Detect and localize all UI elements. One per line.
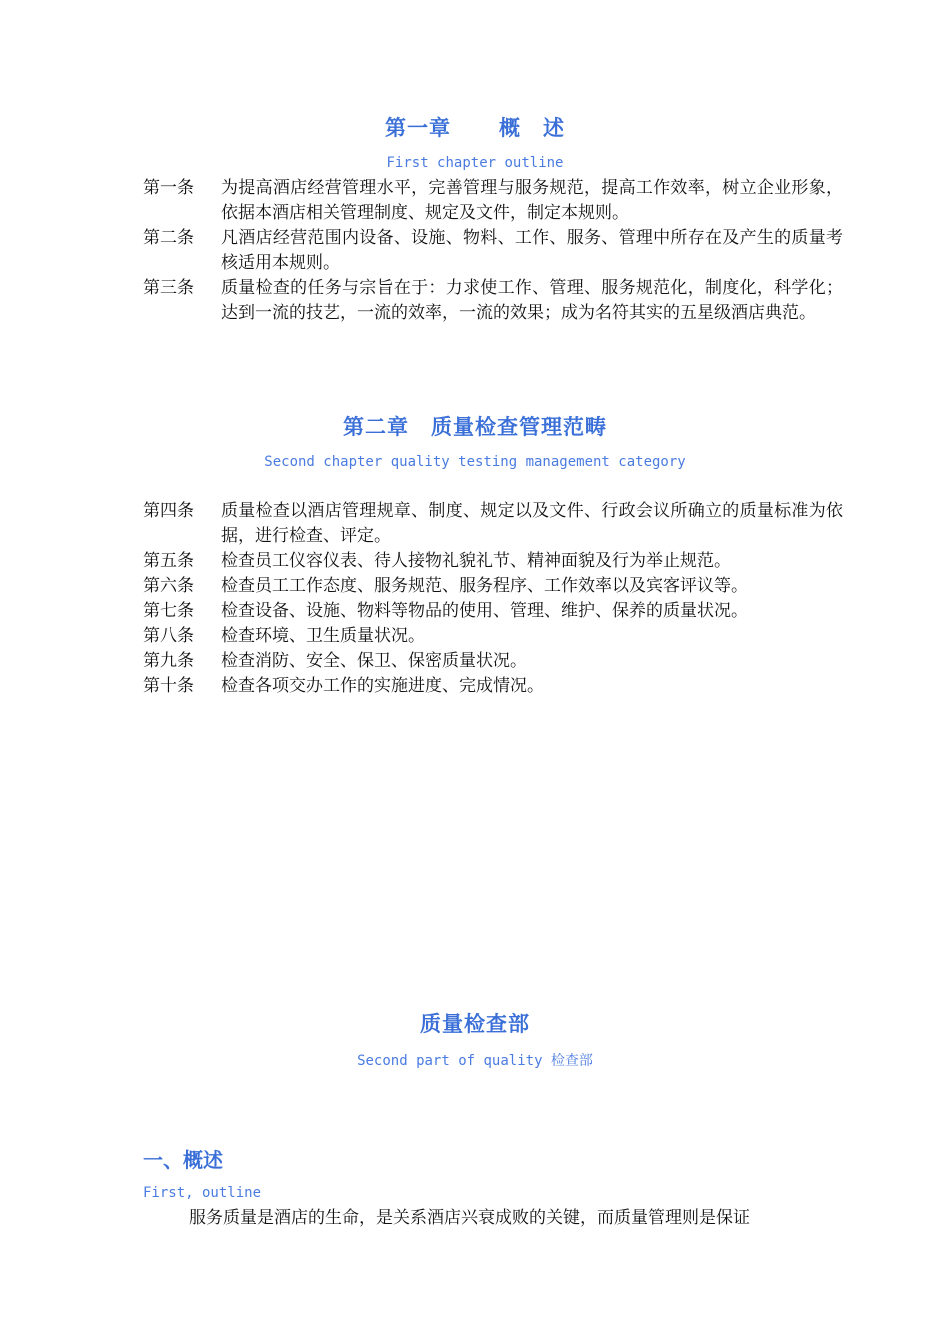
chapter-1-number: 第一章: [385, 116, 451, 140]
article-6: [143, 574, 843, 599]
article-text: 检查环境、卫生质量状况。: [221, 626, 425, 646]
article-number: 第五条: [143, 551, 194, 571]
article-10: [143, 674, 843, 699]
chapter-1-articles: [143, 176, 843, 326]
article-number: 第八条: [143, 626, 194, 646]
chapter-1-title-char-2: 述: [543, 116, 565, 140]
article-3: [143, 276, 843, 326]
article-number: 第十条: [143, 676, 194, 696]
article-5: [143, 549, 843, 574]
article-number: 第二条: [143, 228, 194, 248]
article-text: 质量检查的任务与宗旨在于：力求使工作、管理、服务规范化，制度化，科学化；达到一流的技艺，一流的效率，一流的效果；成为名符其实的五星级酒店典范。: [221, 278, 843, 323]
part-2-title: 质量检查部: [420, 1012, 530, 1036]
article-text: 凡酒店经营范围内设备、设施、物料、工作、服务、管理中所存在及产生的质量考核适用本规则。: [221, 228, 843, 273]
section-1-paragraph: 服务质量是酒店的生命，是关系酒店兴衰成败的关键，而质量管理则是保证: [189, 1208, 750, 1228]
article-number: 第四条: [143, 501, 194, 521]
chapter-1-title-char-1: 概: [499, 116, 521, 140]
article-1: [143, 176, 843, 226]
article-number: 第七条: [143, 601, 194, 621]
article-number: 第三条: [143, 278, 194, 298]
article-7: [143, 599, 843, 624]
part-2-subtitle: Second part of quality 检查部: [357, 1053, 593, 1069]
article-4: [143, 499, 843, 549]
article-9: [143, 649, 843, 674]
article-number: 第六条: [143, 576, 194, 596]
article-text: 检查员工仪容仪表、待人接物礼貌礼节、精神面貌及行为举止规范。: [221, 551, 731, 571]
section-1-heading: 一、概述: [143, 1148, 223, 1172]
chapter-2-articles: [143, 499, 843, 699]
article-text: 检查员工工作态度、服务规范、服务程序、工作效率以及宾客评议等。: [221, 576, 748, 596]
article-text: 检查设备、设施、物料等物品的使用、管理、维护、保养的质量状况。: [221, 601, 748, 621]
chapter-2-title: [0, 411, 950, 441]
article-text: 检查消防、安全、保卫、保密质量状况。: [221, 651, 527, 671]
article-number: 第九条: [143, 651, 194, 671]
chapter-1-title: [0, 112, 950, 142]
chapter-2-number: 第二章: [343, 415, 409, 439]
article-2: [143, 226, 843, 276]
chapter-1-subtitle: First chapter outline: [386, 155, 564, 171]
article-number: 第一条: [143, 178, 194, 198]
article-8: [143, 624, 843, 649]
chapter-2-title-text: 质量检查管理范畴: [431, 415, 607, 439]
section-1-subtitle: First, outline: [143, 1185, 262, 1201]
article-text: 质量检查以酒店管理规章、制度、规定以及文件、行政会议所确立的质量标准为依据，进行检查、评定。: [221, 501, 843, 546]
chapter-2-subtitle: Second chapter quality testing management category: [264, 454, 686, 470]
article-text: 为提高酒店经营管理水平，完善管理与服务规范，提高工作效率，树立企业形象，依据本酒店相关管理制度、规定及文件，制定本规则。: [221, 178, 843, 223]
article-text: 检查各项交办工作的实施进度、完成情况。: [221, 676, 544, 696]
